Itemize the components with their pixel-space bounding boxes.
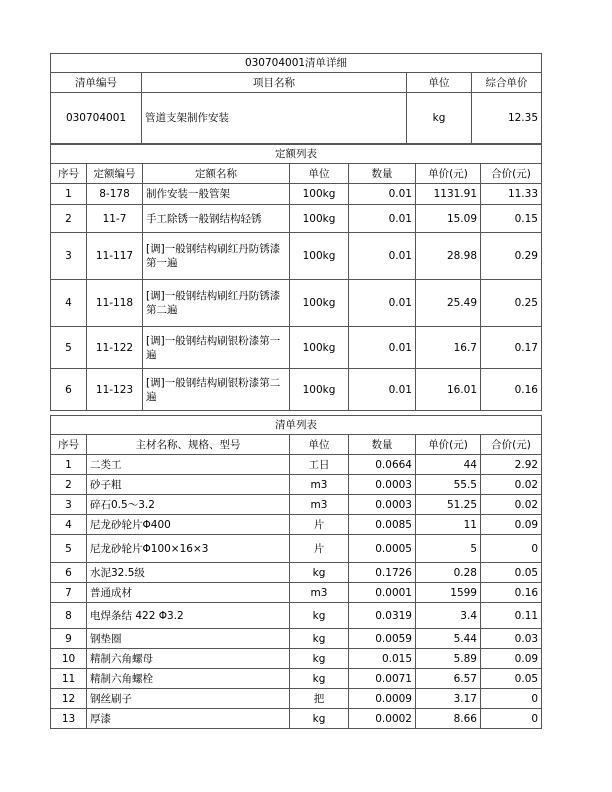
quota-row-total: 0.29 bbox=[481, 233, 542, 280]
materials-row-name: 尼龙砂轮片Φ400 bbox=[87, 515, 290, 535]
materials-row-price: 3.17 bbox=[416, 689, 481, 709]
materials-row-price: 0.28 bbox=[416, 563, 481, 583]
quota-row-unit: 100kg bbox=[290, 280, 349, 327]
item-unit: kg bbox=[407, 93, 472, 144]
materials-row-name: 精制六角螺栓 bbox=[87, 669, 290, 689]
quota-row-code: 11-123 bbox=[87, 369, 143, 411]
materials-row-no: 7 bbox=[51, 583, 87, 603]
materials-row-unit: kg bbox=[290, 603, 349, 629]
quota-row bbox=[51, 327, 542, 369]
materials-row-qty: 0.0002 bbox=[349, 709, 416, 729]
materials-row-name: 钢垫圈 bbox=[87, 629, 290, 649]
materials-row-no: 12 bbox=[51, 689, 87, 709]
materials-col-header: 单位 bbox=[290, 435, 349, 455]
quota-row-price: 28.98 bbox=[416, 233, 481, 280]
quota-row-total: 0.25 bbox=[481, 280, 542, 327]
materials-row-qty: 0.0009 bbox=[349, 689, 416, 709]
summary-table bbox=[50, 53, 542, 144]
materials-row-unit: 把 bbox=[290, 689, 349, 709]
quota-col-header: 合价(元) bbox=[481, 164, 542, 184]
materials-row bbox=[51, 515, 542, 535]
materials-row-name: 二类工 bbox=[87, 455, 290, 475]
col-header-code: 清单编号 bbox=[51, 73, 142, 93]
quota-row-price: 25.49 bbox=[416, 280, 481, 327]
materials-row-price: 51.25 bbox=[416, 495, 481, 515]
materials-row-total: 0 bbox=[481, 709, 542, 729]
materials-row-total: 0.05 bbox=[481, 563, 542, 583]
materials-row-price: 5.44 bbox=[416, 629, 481, 649]
quota-row-price: 16.7 bbox=[416, 327, 481, 369]
quota-col-header: 序号 bbox=[51, 164, 87, 184]
materials-row-unit: kg bbox=[290, 669, 349, 689]
materials-col-header: 单价(元) bbox=[416, 435, 481, 455]
quota-row-qty: 0.01 bbox=[349, 280, 416, 327]
quota-row-code: 11-122 bbox=[87, 327, 143, 369]
quota-row bbox=[51, 233, 542, 280]
quota-row-no: 6 bbox=[51, 369, 87, 411]
materials-row-qty: 0.0003 bbox=[349, 475, 416, 495]
materials-row-price: 11 bbox=[416, 515, 481, 535]
materials-row bbox=[51, 475, 542, 495]
materials-row-total: 0.11 bbox=[481, 603, 542, 629]
materials-row-price: 55.5 bbox=[416, 475, 481, 495]
quota-table bbox=[50, 144, 542, 411]
materials-row-unit: m3 bbox=[290, 583, 349, 603]
quota-row bbox=[51, 369, 542, 411]
materials-row-no: 8 bbox=[51, 603, 87, 629]
quota-row bbox=[51, 280, 542, 327]
quota-row-unit: 100kg bbox=[290, 327, 349, 369]
materials-row-price: 5.89 bbox=[416, 649, 481, 669]
materials-row-name: 碎石0.5～3.2 bbox=[87, 495, 290, 515]
materials-row-price: 6.57 bbox=[416, 669, 481, 689]
materials-row-no: 9 bbox=[51, 629, 87, 649]
quota-row-code: 11-7 bbox=[87, 205, 143, 233]
materials-row-total: 0 bbox=[481, 689, 542, 709]
materials-row-unit: kg bbox=[290, 709, 349, 729]
materials-row bbox=[51, 669, 542, 689]
materials-row bbox=[51, 709, 542, 729]
materials-row-unit: m3 bbox=[290, 495, 349, 515]
materials-row-no: 3 bbox=[51, 495, 87, 515]
quota-row-unit: 100kg bbox=[290, 205, 349, 233]
quota-row bbox=[51, 205, 542, 233]
materials-table bbox=[50, 415, 542, 729]
materials-row-name: 厚漆 bbox=[87, 709, 290, 729]
materials-row-qty: 0.0003 bbox=[349, 495, 416, 515]
materials-row-total: 0.02 bbox=[481, 475, 542, 495]
quota-row-name: 制作安装一般管架 bbox=[143, 184, 290, 205]
quota-row-name: [调]一般钢结构刷银粉漆第一遍 bbox=[143, 327, 290, 369]
quota-row-no: 2 bbox=[51, 205, 87, 233]
quota-row-total: 0.15 bbox=[481, 205, 542, 233]
item-name: 管道支架制作安装 bbox=[142, 93, 407, 144]
materials-row-name: 精制六角螺母 bbox=[87, 649, 290, 669]
materials-row-total: 0.16 bbox=[481, 583, 542, 603]
materials-row bbox=[51, 563, 542, 583]
col-header-name: 项目名称 bbox=[142, 73, 407, 93]
quota-row-total: 0.16 bbox=[481, 369, 542, 411]
materials-row-no: 11 bbox=[51, 669, 87, 689]
materials-row-price: 8.66 bbox=[416, 709, 481, 729]
quota-row-no: 3 bbox=[51, 233, 87, 280]
quota-row bbox=[51, 184, 542, 205]
materials-row-qty: 0.0005 bbox=[349, 535, 416, 563]
quota-row-qty: 0.01 bbox=[349, 233, 416, 280]
materials-row-qty: 0.0001 bbox=[349, 583, 416, 603]
quota-row-no: 5 bbox=[51, 327, 87, 369]
materials-row-total: 0.03 bbox=[481, 629, 542, 649]
materials-col-header: 主材名称、规格、型号 bbox=[87, 435, 290, 455]
materials-row-name: 电焊条结 422 Φ3.2 bbox=[87, 603, 290, 629]
materials-row-name: 水泥32.5级 bbox=[87, 563, 290, 583]
materials-row-price: 44 bbox=[416, 455, 481, 475]
quota-row-qty: 0.01 bbox=[349, 327, 416, 369]
materials-row bbox=[51, 583, 542, 603]
quota-col-header: 数量 bbox=[349, 164, 416, 184]
materials-row-total: 0.05 bbox=[481, 669, 542, 689]
item-code: 030704001 bbox=[51, 93, 142, 144]
materials-row-qty: 0.0085 bbox=[349, 515, 416, 535]
materials-row bbox=[51, 535, 542, 563]
materials-row-price: 3.4 bbox=[416, 603, 481, 629]
quota-row-name: 手工除锈一般钢结构轻锈 bbox=[143, 205, 290, 233]
materials-row-unit: m3 bbox=[290, 475, 349, 495]
quota-row-name: [调]一般钢结构刷银粉漆第二遍 bbox=[143, 369, 290, 411]
materials-row-no: 1 bbox=[51, 455, 87, 475]
materials-row-name: 钢丝刷子 bbox=[87, 689, 290, 709]
quota-row-code: 11-117 bbox=[87, 233, 143, 280]
materials-row-qty: 0.1726 bbox=[349, 563, 416, 583]
materials-row-unit: 片 bbox=[290, 535, 349, 563]
quota-row-unit: 100kg bbox=[290, 184, 349, 205]
materials-row-no: 10 bbox=[51, 649, 87, 669]
quota-col-header: 定额名称 bbox=[143, 164, 290, 184]
materials-row-name: 普通成材 bbox=[87, 583, 290, 603]
materials-row bbox=[51, 603, 542, 629]
quota-row-total: 0.17 bbox=[481, 327, 542, 369]
quota-row-price: 15.09 bbox=[416, 205, 481, 233]
materials-row bbox=[51, 649, 542, 669]
materials-row-qty: 0.0664 bbox=[349, 455, 416, 475]
materials-row-no: 4 bbox=[51, 515, 87, 535]
materials-col-header: 序号 bbox=[51, 435, 87, 455]
materials-row-total: 2.92 bbox=[481, 455, 542, 475]
materials-row bbox=[51, 629, 542, 649]
item-price: 12.35 bbox=[472, 93, 542, 144]
materials-row-name: 尼龙砂轮片Φ100×16×3 bbox=[87, 535, 290, 563]
quota-row-price: 16.01 bbox=[416, 369, 481, 411]
materials-row-no: 13 bbox=[51, 709, 87, 729]
materials-row-unit: kg bbox=[290, 629, 349, 649]
materials-row-qty: 0.0071 bbox=[349, 669, 416, 689]
materials-row-qty: 0.0319 bbox=[349, 603, 416, 629]
quota-col-header: 单位 bbox=[290, 164, 349, 184]
materials-row-no: 6 bbox=[51, 563, 87, 583]
materials-row bbox=[51, 455, 542, 475]
materials-row-qty: 0.0059 bbox=[349, 629, 416, 649]
materials-row-price: 1599 bbox=[416, 583, 481, 603]
quota-row-no: 4 bbox=[51, 280, 87, 327]
materials-section-title: 清单列表 bbox=[51, 416, 542, 435]
quota-row-qty: 0.01 bbox=[349, 184, 416, 205]
materials-row-unit: kg bbox=[290, 649, 349, 669]
quota-row-qty: 0.01 bbox=[349, 369, 416, 411]
materials-row-unit: 片 bbox=[290, 515, 349, 535]
quota-row-name: [调]一般钢结构刷红丹防锈漆第二遍 bbox=[143, 280, 290, 327]
quota-col-header: 定额编号 bbox=[87, 164, 143, 184]
materials-row-qty: 0.015 bbox=[349, 649, 416, 669]
materials-row-price: 5 bbox=[416, 535, 481, 563]
materials-row-no: 5 bbox=[51, 535, 87, 563]
quota-row-total: 11.33 bbox=[481, 184, 542, 205]
materials-row-unit: kg bbox=[290, 563, 349, 583]
quota-row-qty: 0.01 bbox=[349, 205, 416, 233]
quota-col-header: 单价(元) bbox=[416, 164, 481, 184]
materials-row bbox=[51, 689, 542, 709]
quota-row-unit: 100kg bbox=[290, 369, 349, 411]
page-title: 030704001清单详细 bbox=[51, 54, 542, 73]
materials-row-total: 0.02 bbox=[481, 495, 542, 515]
quota-row-price: 1131.91 bbox=[416, 184, 481, 205]
materials-row-total: 0.09 bbox=[481, 515, 542, 535]
quota-row-code: 8-178 bbox=[87, 184, 143, 205]
col-header-unit: 单位 bbox=[407, 73, 472, 93]
materials-row bbox=[51, 495, 542, 515]
materials-row-no: 2 bbox=[51, 475, 87, 495]
quota-row-code: 11-118 bbox=[87, 280, 143, 327]
materials-row-total: 0 bbox=[481, 535, 542, 563]
quota-section-title: 定额列表 bbox=[51, 145, 542, 164]
materials-row-unit: 工日 bbox=[290, 455, 349, 475]
quota-row-no: 1 bbox=[51, 184, 87, 205]
materials-row-name: 砂子粗 bbox=[87, 475, 290, 495]
materials-col-header: 合价(元) bbox=[481, 435, 542, 455]
col-header-price: 综合单价 bbox=[472, 73, 542, 93]
materials-row-total: 0.09 bbox=[481, 649, 542, 669]
materials-col-header: 数量 bbox=[349, 435, 416, 455]
quota-row-name: [调]一般钢结构刷红丹防锈漆第一遍 bbox=[143, 233, 290, 280]
quota-row-unit: 100kg bbox=[290, 233, 349, 280]
